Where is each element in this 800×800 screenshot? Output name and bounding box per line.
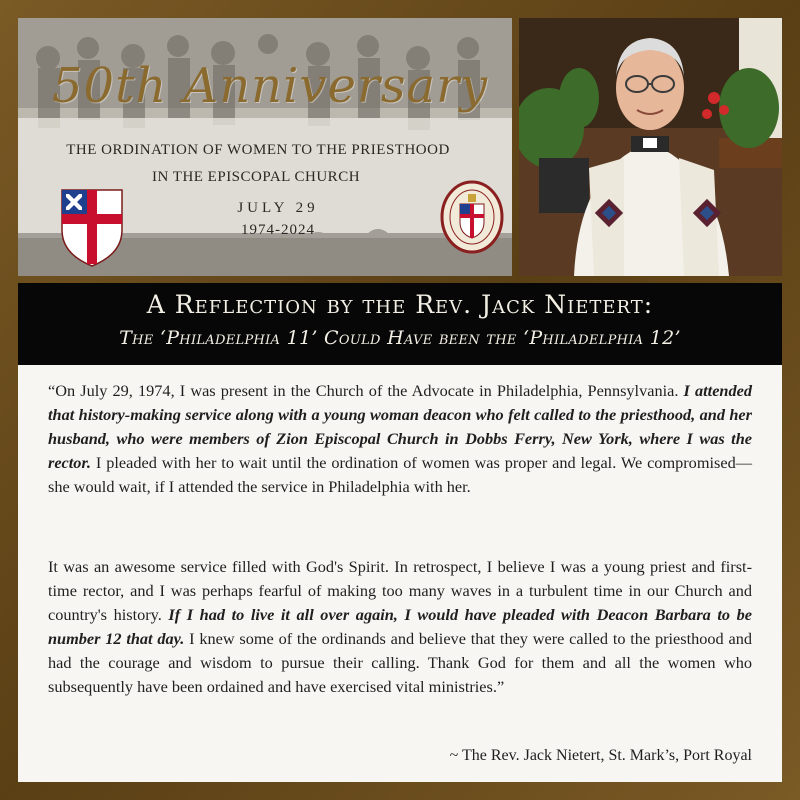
anniversary-subtitle-line1: THE ORDINATION OF WOMEN TO THE PRIESTHOOD xyxy=(66,142,450,158)
quote-p1-text-c: I pleaded with her to wait until the ordination of women was proper and legal. We compromised—she would wait, if I attended the service in Philadelphia with her. xyxy=(48,453,752,496)
quote-p2-text-c: I knew some of the ordinands and believe that they were called to the priesthood and had the courage and wisdom to pursue their calling. Thank God for them and all the women who subsequently have been ordained and have exercised vital ministries.” xyxy=(48,629,752,696)
anniversary-title: 50th Anniversary xyxy=(52,58,489,114)
priest-portrait-image xyxy=(519,18,782,276)
quote-p1-text-a: “On July 29, 1974, I was present in the Church of the Advocate in Philadelphia, Pennsylvania. xyxy=(48,381,684,400)
anniversary-subtitle-line2: IN THE EPISCOPAL CHURCH xyxy=(151,169,361,185)
quote-p2-emphasis: If I had to live it all over again, I would have pleaded with Deacon Barbara to be number 12 that day. xyxy=(48,605,752,648)
diocese-seal-icon xyxy=(440,180,504,254)
episcopal-shield-icon xyxy=(60,188,124,268)
anniversary-banner xyxy=(18,18,512,276)
reflection-subtitle: The ‘Philadelphia 11’ Could Have been the ‘Philadelphia 12’ xyxy=(119,327,681,349)
quote-paragraph-1 xyxy=(48,379,752,499)
quote-p2-text-a: It was an awesome service filled with God's Spirit. In retrospect, I believe I was a young priest and first-time rector, and I was perhaps fearful of making too many waves in a turbulent time in our Church and country's history. xyxy=(48,557,752,624)
anniversary-date: JULY 29 xyxy=(237,200,319,216)
quote-paragraph-2 xyxy=(48,555,752,699)
quote-p1-emphasis: I attended that history-making service along with a young woman deacon who felt called to the priesthood, and her husband, who were members of Zion Episcopal Church in Dobbs Ferry, New York, where I was the rector. xyxy=(48,381,752,472)
reflection-title: A Reflection by the Rev. Jack Nietert: xyxy=(146,290,654,319)
portrait-photo xyxy=(519,18,782,276)
quote-signature: ~ The Rev. Jack Nietert, St. Mark’s, Port Royal xyxy=(449,747,752,764)
anniversary-years: 1974-2024 xyxy=(241,222,315,238)
reflection-title-bar xyxy=(18,283,782,365)
quote-panel xyxy=(18,365,782,782)
